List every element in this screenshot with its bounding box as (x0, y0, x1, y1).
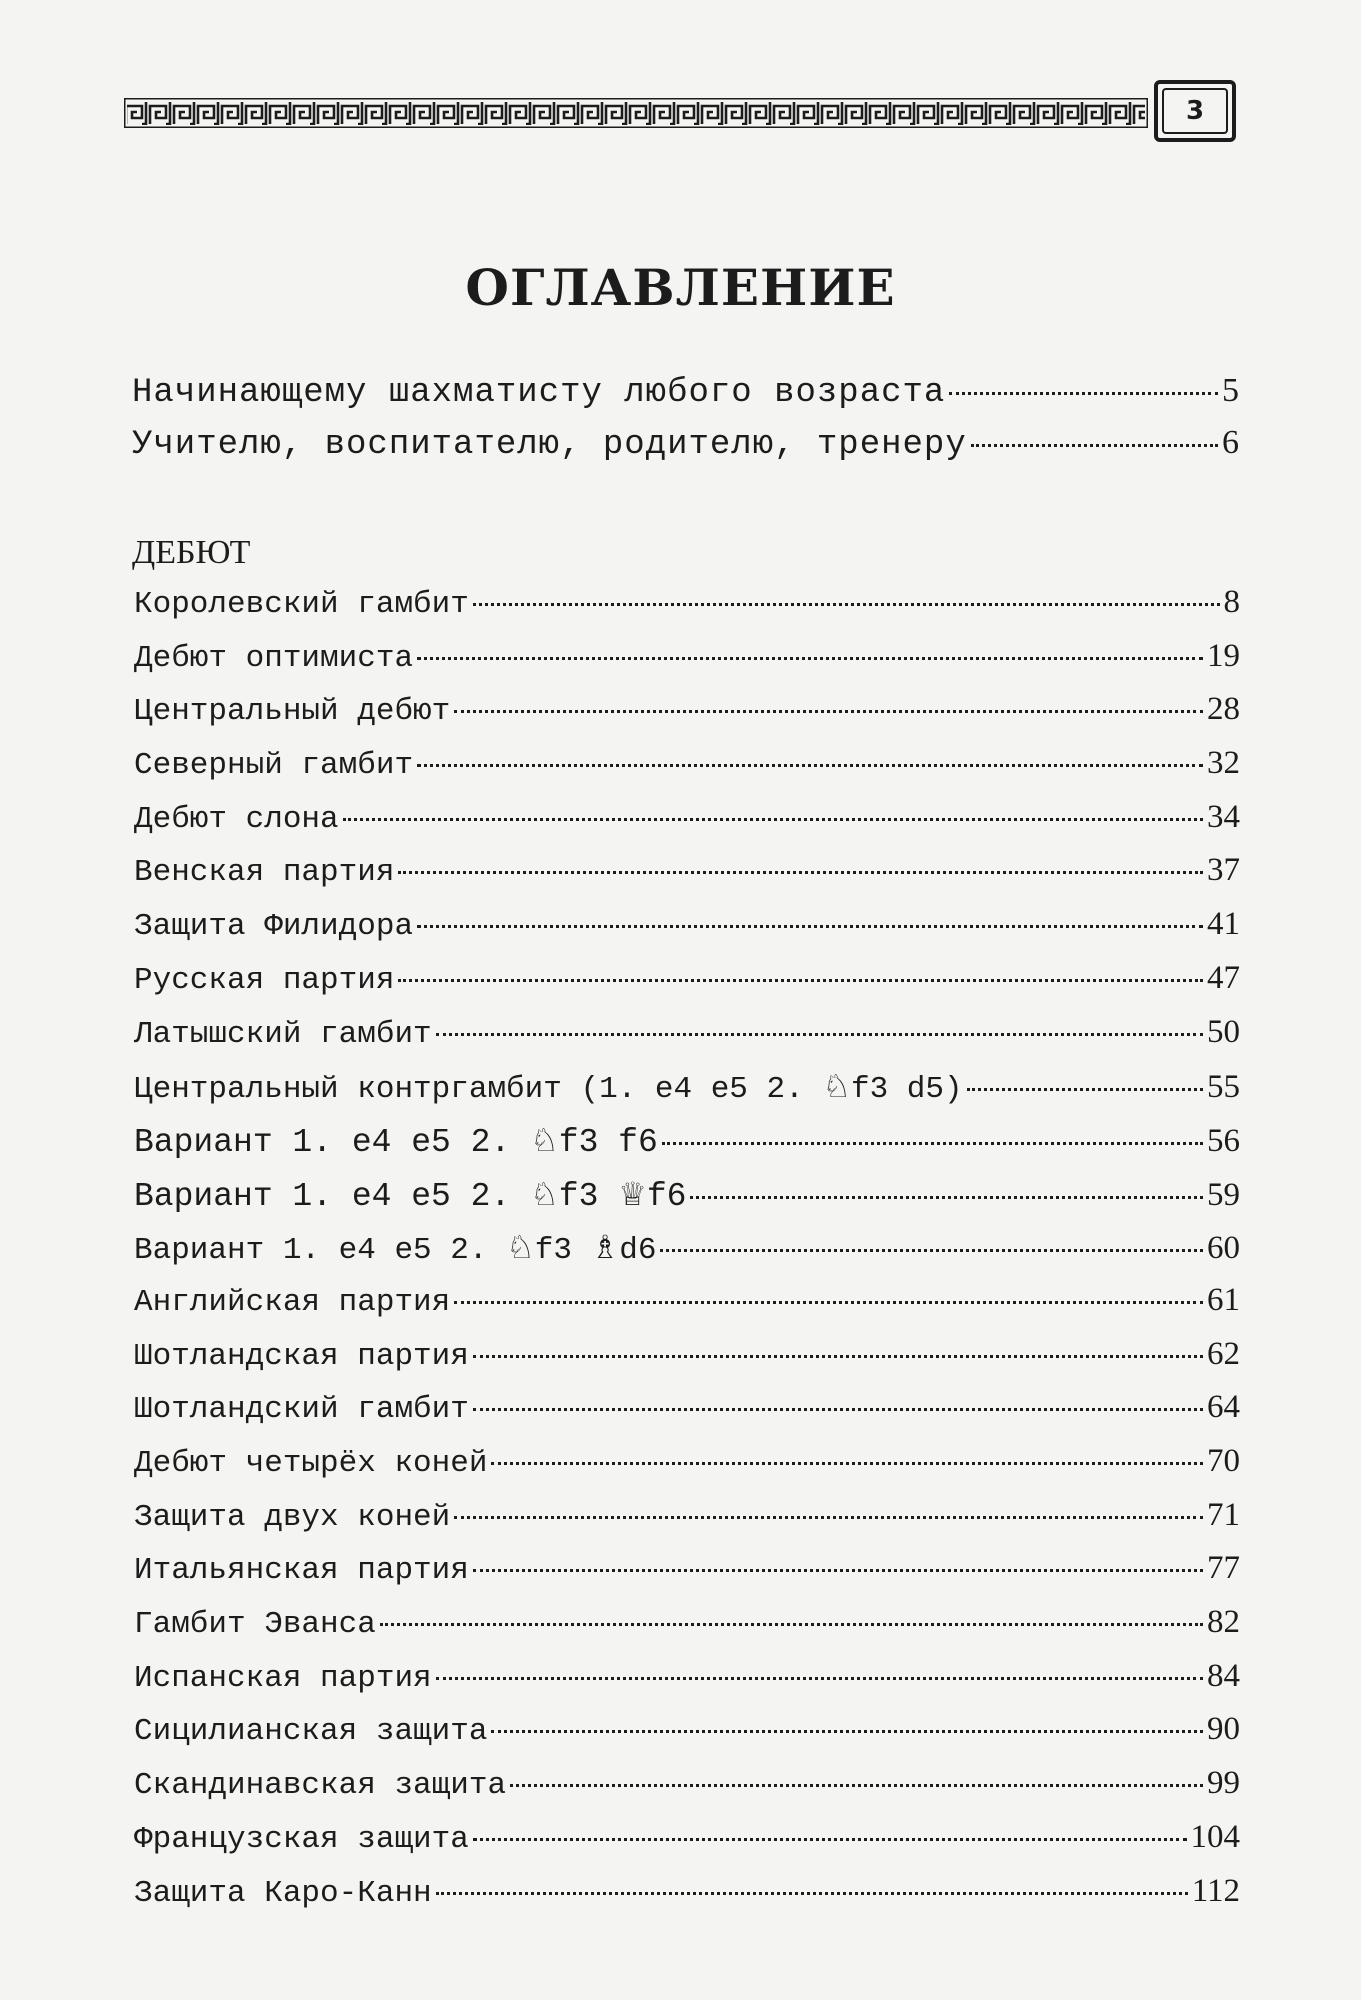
dot-leader (473, 1569, 1203, 1572)
toc-entry-label: Вариант 1. e4 e5 2. ♘f3 ♕f6 (134, 1174, 687, 1215)
toc-entry-label: Дебют слона (134, 801, 339, 837)
dot-leader (491, 1462, 1203, 1465)
toc-entry-label: Сицилианская защита (134, 1714, 488, 1750)
toc-entry[interactable] (132, 1873, 1240, 1927)
toc-entry[interactable] (132, 1067, 1240, 1121)
section-heading: ДЕБЮТ (132, 534, 251, 571)
toc-entry[interactable] (132, 1711, 1240, 1765)
toc-entry-label: Центральный дебют (134, 694, 451, 730)
toc-entry-label: Начинающему шахматисту любого возраста (132, 374, 946, 412)
toc-entry[interactable] (132, 906, 1240, 960)
dot-leader (398, 871, 1203, 874)
toc-entry-page: 5 (1222, 372, 1240, 409)
page-title: ОГЛАВЛЕНИЕ (465, 258, 896, 317)
dot-leader (473, 1838, 1187, 1841)
toc-entry-page: 56 (1207, 1122, 1240, 1159)
knight-icon: ♘ (530, 1120, 559, 1159)
toc-entry-page: 28 (1207, 691, 1240, 728)
toc-entry-label: Французская защита (134, 1821, 469, 1857)
toc-entry[interactable] (132, 852, 1240, 906)
dot-leader (971, 444, 1218, 447)
toc-entry-page: 104 (1190, 1818, 1240, 1855)
dot-leader (690, 1196, 1203, 1199)
toc-entry-page: 32 (1207, 745, 1240, 782)
page-header (124, 80, 1242, 146)
toc-entry[interactable] (132, 1497, 1240, 1551)
toc-entry[interactable] (132, 1658, 1240, 1712)
toc-entry[interactable] (132, 1819, 1240, 1873)
dot-leader (436, 1677, 1203, 1680)
dot-leader (417, 925, 1203, 928)
toc-entry-label: Защита Филидора (134, 909, 414, 945)
dot-leader (510, 1784, 1203, 1787)
toc-entry-page: 99 (1207, 1765, 1240, 1802)
toc-entry-page: 112 (1191, 1872, 1240, 1909)
toc-entry-page: 37 (1207, 852, 1240, 889)
toc-entry-label: Испанская партия (134, 1660, 432, 1696)
toc-entry-page: 60 (1207, 1230, 1240, 1267)
toc-entry[interactable] (132, 584, 1240, 638)
dot-leader (454, 1301, 1203, 1304)
page-number: 3 (1162, 88, 1228, 134)
toc-entry[interactable] (132, 638, 1240, 692)
toc-entry-page: 50 (1207, 1013, 1240, 1050)
toc-entry-label: Шотландский гамбит (134, 1392, 469, 1428)
toc-entry-page: 59 (1207, 1176, 1240, 1213)
knight-icon: ♘ (506, 1228, 535, 1267)
dot-leader (417, 764, 1203, 767)
dot-leader (398, 979, 1203, 982)
toc-entry-page: 64 (1207, 1389, 1240, 1426)
toc-entry-label: Защита Каро-Канн (134, 1875, 432, 1911)
toc-entry[interactable] (132, 1121, 1240, 1175)
toc-entry-page: 77 (1207, 1550, 1240, 1587)
toc-entry-page: 55 (1207, 1069, 1240, 1106)
toc-entry[interactable] (132, 691, 1240, 745)
dot-leader (417, 657, 1203, 660)
toc-entry-label: Русская партия (134, 962, 395, 998)
toc-entry[interactable] (132, 1765, 1240, 1819)
toc-entry-label: Шотландская партия (134, 1338, 469, 1374)
toc-entry[interactable] (132, 372, 1240, 424)
toc-entry-page: 47 (1207, 959, 1240, 996)
meander-border (124, 98, 1148, 128)
dot-leader (436, 1892, 1188, 1895)
toc-entry-label: Защита двух коней (134, 1499, 451, 1535)
toc-entry[interactable] (132, 1389, 1240, 1443)
dot-leader (473, 603, 1220, 606)
toc-entry-page: 82 (1207, 1604, 1240, 1641)
toc-entry[interactable] (132, 1175, 1240, 1229)
toc-entry-label: Дебют оптимиста (134, 640, 414, 676)
toc-entry[interactable] (132, 745, 1240, 799)
toc-entry[interactable] (132, 799, 1240, 853)
toc-entry[interactable] (132, 1014, 1240, 1068)
toc-entry-page: 6 (1222, 424, 1240, 461)
toc-entry-label: Гамбит Эванса (134, 1607, 376, 1643)
toc-entry-label: Вариант 1. e4 e5 2. ♘f3 ♗d6 (134, 1228, 657, 1269)
toc-entry[interactable] (132, 1336, 1240, 1390)
queen-icon: ♕ (618, 1174, 647, 1213)
bishop-icon: ♗ (590, 1228, 620, 1267)
toc-entry-page: 34 (1207, 798, 1240, 835)
dot-leader (473, 1408, 1203, 1411)
dot-leader (454, 1516, 1203, 1519)
toc-entry-page: 71 (1207, 1496, 1240, 1533)
toc-entry-label: Латышский гамбит (134, 1016, 432, 1052)
knight-icon: ♘ (530, 1174, 559, 1213)
toc-entry-label: Английская партия (134, 1284, 451, 1320)
toc-entry-label: Учителю, воспитателю, родителю, тренеру (132, 426, 967, 464)
page-number-box (1154, 80, 1236, 142)
dot-leader (343, 818, 1203, 821)
toc-entry[interactable] (132, 1604, 1240, 1658)
toc-entry[interactable] (132, 1550, 1240, 1604)
toc-entry-label: Скандинавская защита (134, 1768, 507, 1804)
dot-leader (662, 1142, 1203, 1145)
toc-entry-page: 62 (1207, 1335, 1240, 1372)
toc-entry-label: Центральный контргамбит (1. e4 e5 2. ♘f3 d5) (134, 1067, 963, 1108)
toc-entry-page: 41 (1207, 906, 1240, 943)
toc-entry[interactable] (132, 424, 1240, 476)
toc-entry-label: Дебют четырёх коней (134, 1446, 488, 1481)
dot-leader (660, 1249, 1203, 1252)
toc-entry-label: Итальянская партия (134, 1553, 469, 1589)
toc-entry-page: 61 (1207, 1281, 1240, 1318)
toc-entry[interactable] (132, 1443, 1240, 1497)
dot-leader (473, 1355, 1203, 1358)
toc-entry-page: 19 (1207, 637, 1240, 674)
toc-entry[interactable] (132, 1282, 1240, 1336)
dot-leader (380, 1623, 1203, 1626)
dot-leader (491, 1730, 1203, 1733)
toc-entry-page: 84 (1207, 1657, 1240, 1694)
toc-entry-label: Северный гамбит (134, 748, 414, 784)
dot-leader (967, 1088, 1203, 1091)
dot-leader (949, 392, 1218, 395)
toc-entry-label: Вариант 1. e4 e5 2. ♘f3 f6 (134, 1120, 658, 1161)
toc-entry[interactable] (132, 960, 1240, 1014)
dot-leader (436, 1033, 1203, 1036)
toc-entry-label: Венская партия (134, 855, 395, 891)
toc-entry-page: 8 (1223, 584, 1240, 620)
toc-entry[interactable] (132, 1228, 1240, 1282)
toc-entry-page: 90 (1207, 1711, 1240, 1748)
toc-entry-label: Королевский гамбит (134, 587, 469, 622)
table-of-contents (132, 372, 1240, 1926)
dot-leader (454, 710, 1203, 713)
toc-entry-page: 70 (1207, 1443, 1240, 1479)
knight-icon: ♘ (822, 1067, 851, 1106)
